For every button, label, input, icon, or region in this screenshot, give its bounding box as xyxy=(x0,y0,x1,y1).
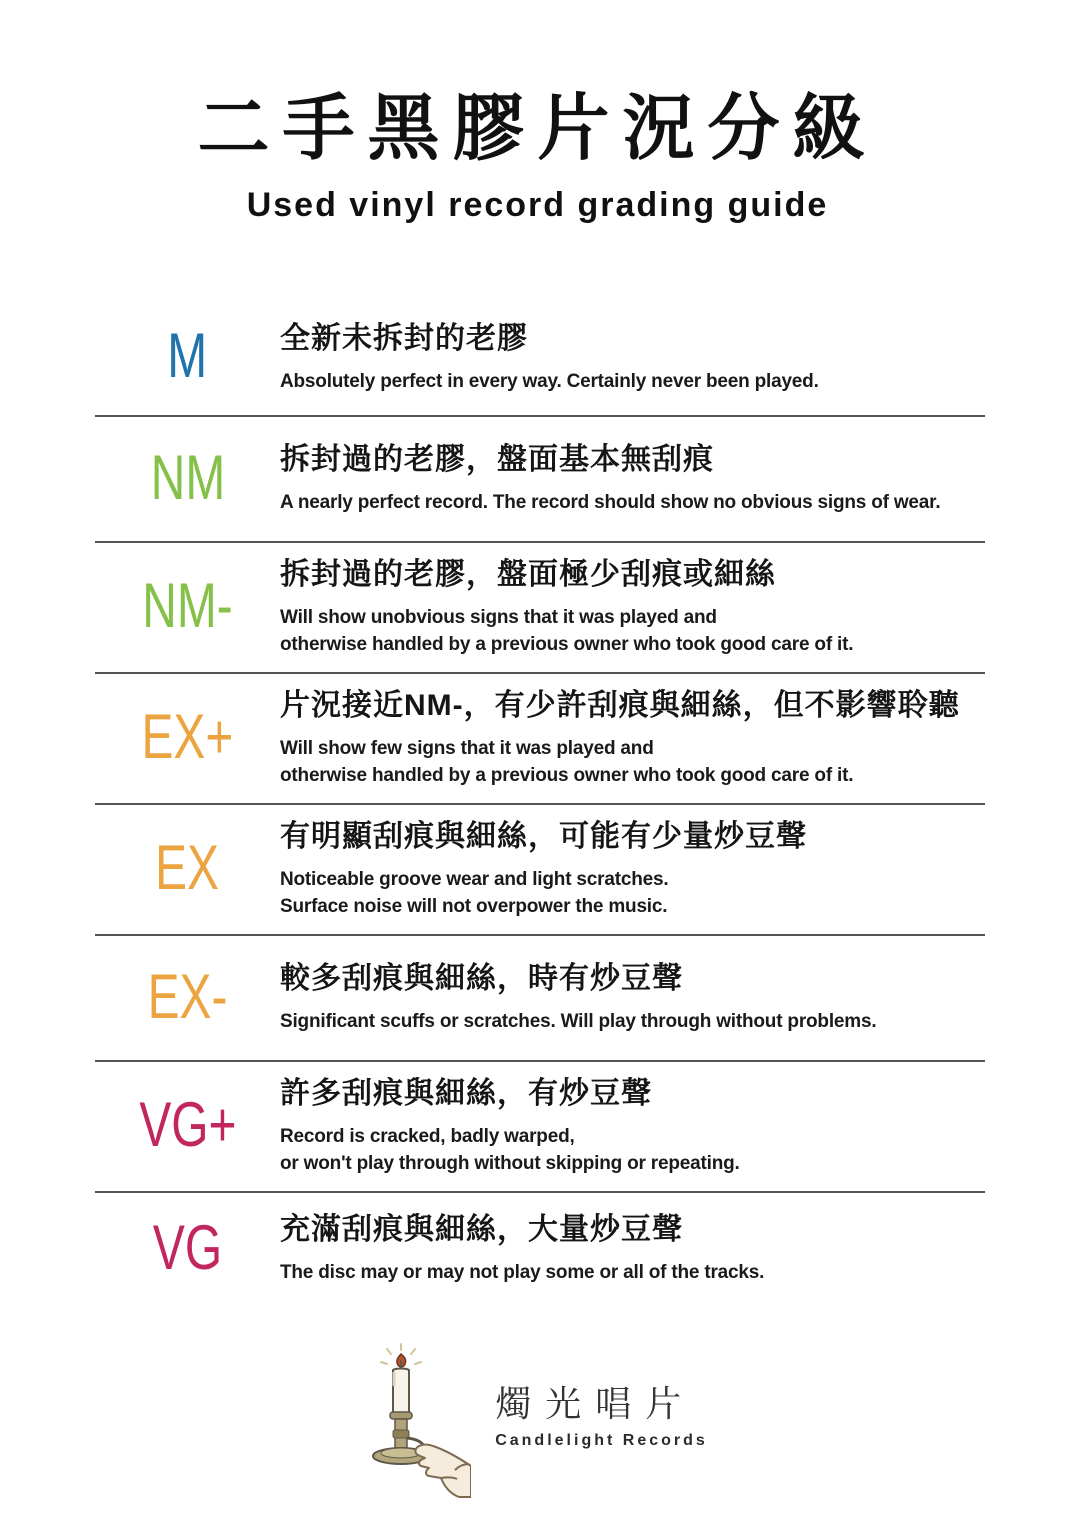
grade-code-ex: EX xyxy=(155,833,220,903)
grade-title-zh: 較多刮痕與細絲，時有炒豆聲 xyxy=(280,962,683,995)
grade-row-vg-plus xyxy=(95,1062,985,1193)
page-title: 二手黑膠片況分級 xyxy=(197,89,878,169)
grade-code-vg: VG xyxy=(152,1212,223,1283)
grade-code-ex-plus: EX+ xyxy=(141,702,234,772)
grade-row-vg xyxy=(95,1193,985,1305)
brand-name-en: Candlelight Records xyxy=(495,1432,708,1449)
grade-desc-en: The disc may or may not play some or all of the tracks. xyxy=(280,1262,765,1283)
grade-desc-en: Noticeable groove wear and light scratches. Surface noise will not overpower the music. xyxy=(280,869,669,917)
grade-code-ex-minus: EX- xyxy=(147,961,228,1032)
grade-title-zh: 充滿刮痕與細絲，大量炒豆聲 xyxy=(280,1213,683,1246)
candlelight-logo-icon xyxy=(367,1342,471,1498)
grade-desc-nm xyxy=(280,440,985,516)
grade-code-vg-plus: VG+ xyxy=(138,1090,237,1160)
grade-row-ex xyxy=(95,805,985,936)
grade-title-zh: 有明顯刮痕與細絲，可能有少量炒豆聲 xyxy=(280,820,807,853)
grade-desc-en: Will show unobvious signs that it was played and otherwise handled by a previous owner who took good care of it. xyxy=(280,607,854,655)
grade-row-ex-minus xyxy=(95,936,985,1062)
grade-row-nm xyxy=(95,417,985,543)
grade-desc-m xyxy=(280,319,985,395)
grade-desc-en: A nearly perfect record. The record should show no obvious signs of wear. xyxy=(280,492,941,513)
grade-code-nm: NM xyxy=(150,442,225,513)
grade-desc-ex-minus xyxy=(280,959,985,1035)
grade-code-m: M xyxy=(167,321,208,391)
grade-desc-nm-minus xyxy=(280,555,985,658)
grade-desc-ex xyxy=(280,817,985,920)
grade-desc-vg xyxy=(280,1210,985,1286)
footer-brand xyxy=(0,1342,1075,1498)
grade-desc-ex-plus xyxy=(280,686,985,789)
grade-row-ex-plus xyxy=(95,674,985,805)
grade-desc-en: Record is cracked, badly warped, or won't play through without skipping or repeating. xyxy=(280,1126,740,1174)
grade-title-zh: 片況接近NM-，有少許刮痕與細絲，但不影響聆聽 xyxy=(280,689,960,722)
grade-title-zh: 拆封過的老膠，盤面基本無刮痕 xyxy=(280,443,714,476)
grade-desc-vg-plus xyxy=(280,1074,985,1177)
grade-desc-en: Absolutely perfect in every way. Certainly never been played. xyxy=(280,370,819,392)
grade-code-nm-minus: NM- xyxy=(142,571,233,641)
grade-title-zh: 拆封過的老膠，盤面極少刮痕或細絲 xyxy=(280,558,776,591)
grade-row-m xyxy=(95,300,985,417)
grade-desc-en: Will show few signs that it was played and otherwise handled by a previous owner who took good care of it. xyxy=(280,738,854,786)
brand-text xyxy=(495,1342,708,1450)
grade-row-nm-minus xyxy=(95,543,985,674)
grade-title-zh: 許多刮痕與細絲，有炒豆聲 xyxy=(280,1077,652,1110)
grade-list xyxy=(95,300,985,1305)
grade-desc-en: Significant scuffs or scratches. Will play through without problems. xyxy=(280,1011,877,1032)
brand-name-zh: 燭光唱片 xyxy=(495,1383,696,1424)
header xyxy=(0,86,1075,225)
grade-title-zh: 全新未拆封的老膠 xyxy=(280,321,528,355)
page-subtitle: Used vinyl record grading guide xyxy=(246,186,829,224)
